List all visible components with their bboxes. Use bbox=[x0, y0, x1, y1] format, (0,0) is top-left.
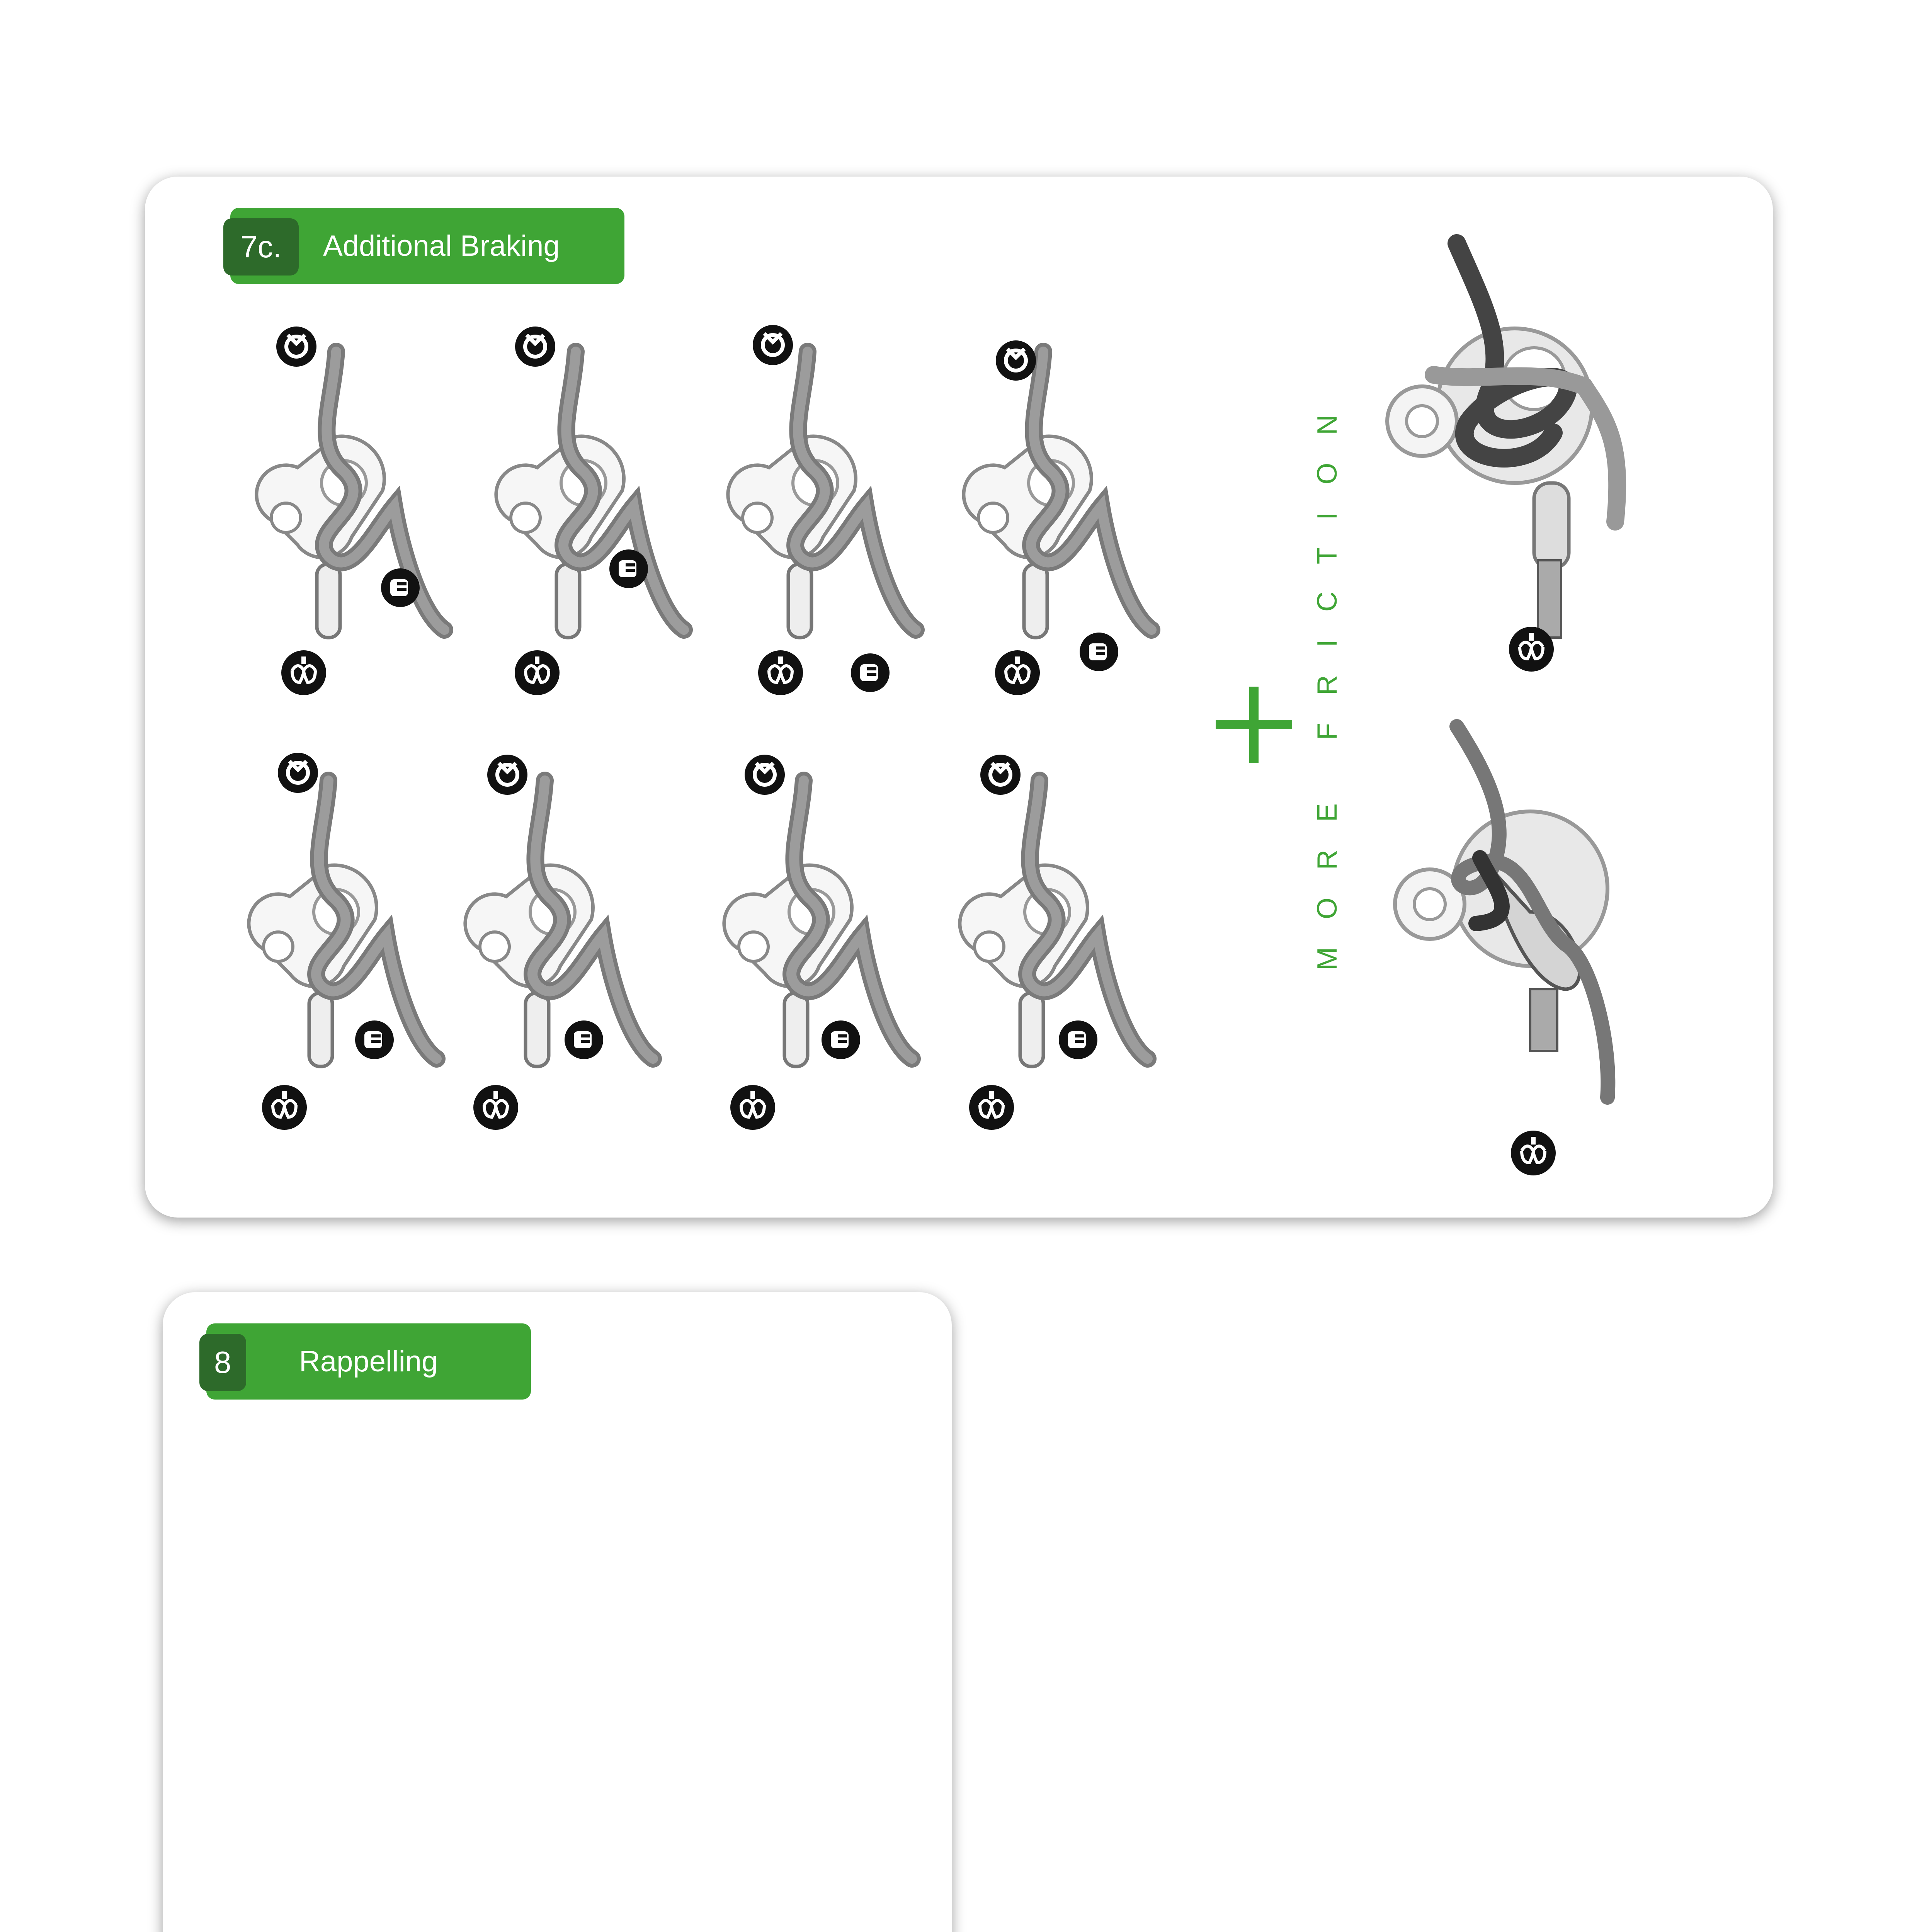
section-7c-title: Additional Braking bbox=[323, 230, 560, 262]
section-7c-number: 7c. bbox=[223, 218, 299, 276]
section-8-number: 8 bbox=[199, 1334, 246, 1391]
section-8-title: Rappelling bbox=[299, 1345, 438, 1378]
section-7c-panel bbox=[145, 177, 1773, 1218]
section-8-header bbox=[206, 1323, 531, 1400]
section-7c-header bbox=[230, 208, 624, 284]
more-friction-label: M O R E F R I C T I O N bbox=[1312, 405, 1343, 970]
